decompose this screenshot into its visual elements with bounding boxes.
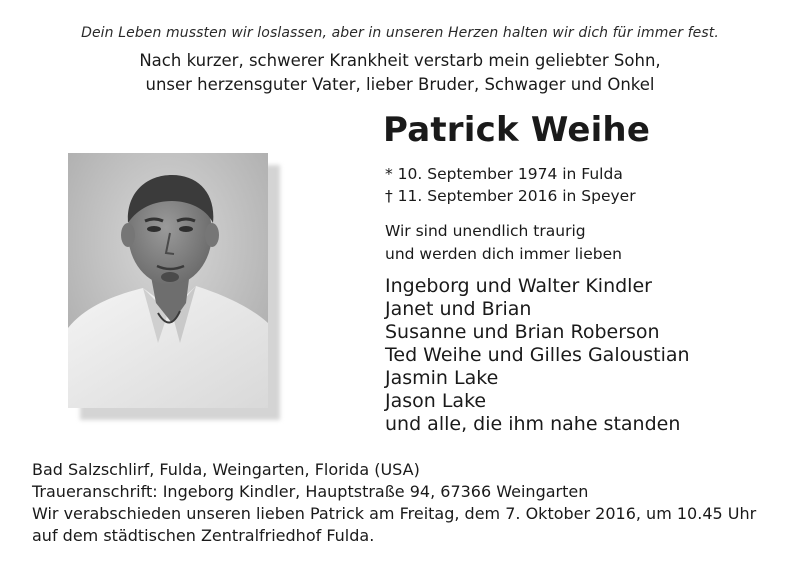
mourning-address: Traueranschrift: Ingeborg Kindler, Hauptstraße 94, 67366 Weingarten (32, 482, 589, 501)
funeral-details (32, 459, 756, 547)
mourner-entry: Jason Lake (385, 390, 487, 412)
death-date: † 11. September 2016 in Speyer (385, 187, 636, 205)
message-line: Wir sind unendlich traurig (385, 222, 586, 240)
life-dates (385, 163, 636, 207)
intro-line: unser herzensguter Vater, lieber Bruder, Schwager und Onkel (145, 75, 655, 94)
message-line: und werden dich immer lieben (385, 245, 622, 263)
portrait-photo-frame (68, 153, 268, 408)
funeral-place-line: auf dem städtischen Zentralfriedhof Fulda. (32, 526, 375, 545)
locations-line: Bad Salzschlirf, Fulda, Weingarten, Florida (USA) (32, 460, 420, 479)
mourner-entry: Janet und Brian (385, 298, 532, 320)
portrait-photo (68, 153, 268, 408)
deceased-name: Patrick Weihe (383, 110, 651, 150)
memorial-quote: Dein Leben mussten wir loslassen, aber in unseren Herzen halten wir dich für immer fest. (81, 25, 719, 41)
mourner-entry: Ted Weihe und Gilles Galoustian (385, 344, 690, 366)
mourner-entry: Susanne und Brian Roberson (385, 321, 660, 343)
mourner-entry: und alle, die ihm nahe standen (385, 413, 681, 435)
grief-message (385, 220, 622, 266)
intro-text (0, 49, 800, 97)
mourners-list (385, 275, 690, 436)
mourner-entry: Jasmin Lake (385, 367, 499, 389)
birth-date: * 10. September 1974 in Fulda (385, 165, 623, 183)
intro-line: Nach kurzer, schwerer Krankheit verstarb mein geliebter Sohn, (139, 51, 661, 70)
funeral-date-line: Wir verabschieden unseren lieben Patrick am Freitag, dem 7. Oktober 2016, um 10.45 Uhr (32, 504, 757, 523)
mourner-entry: Ingeborg und Walter Kindler (385, 275, 652, 297)
